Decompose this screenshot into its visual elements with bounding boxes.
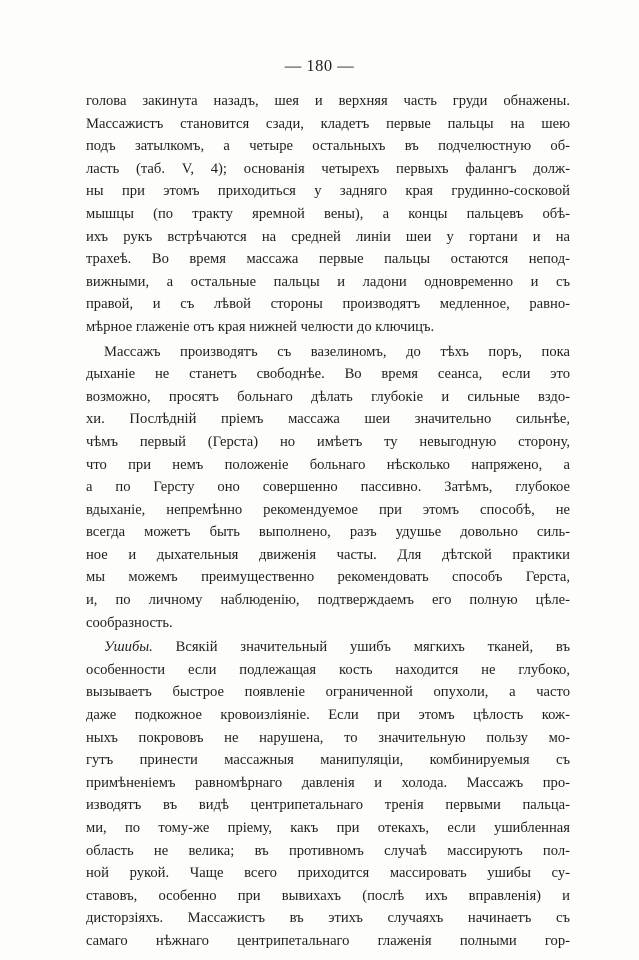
text-line: ныхъ покрововъ не нарушена, то значительную пользу мо- — [86, 729, 570, 746]
text-line: дисторзіяхъ. Массажистъ въ этихъ случаяхъ начинаетъ съ — [86, 910, 570, 927]
text-line: а по Герсту оно совершенно пассивно. Затѣмъ, глубокое — [86, 479, 570, 496]
paragraph-3 — [86, 636, 570, 952]
text-line: ной рукой. Чаще всего приходится массировать ушибы су- — [86, 865, 570, 882]
page-number: — 180 — — [284, 56, 355, 75]
text-line: ми, по тому-же пріему, какъ при отекахъ, если ушибленная — [86, 820, 570, 836]
text-line: вдыханіе, непремѣнно рекомендуемое при этомъ способѣ, не — [86, 501, 570, 518]
text-line: мѣрное глаженіе отъ края нижней челюсти до ключицъ. — [86, 318, 435, 335]
body-text — [86, 90, 570, 953]
text-line: ны при этомъ приходиться у задняго края грудинно-сосковой — [86, 183, 570, 200]
text-line: всегда можетъ быть выполнено, разъ удушье довольно силь- — [86, 524, 570, 541]
text-line — [86, 636, 570, 659]
text-line: трахеѣ. Во время массажа первые пальцы остаются непод- — [86, 251, 570, 268]
text-line: подъ затылкомъ, а четыре остальныхъ въ подчелюстную об- — [86, 138, 570, 155]
text-line: даже подкожное кровоизліяніе. Если при этомъ цѣлость кож- — [86, 707, 570, 724]
text-line: Массажъ производятъ съ вазелиномъ, до тѣхъ поръ, пока — [104, 343, 570, 360]
text-line: ставовъ, особенно при вывихахъ (послѣ ихъ вправленія) и — [86, 887, 570, 904]
text-line: самаго нѣжнаго центрипетальнаго глаженія полными гор- — [86, 932, 570, 949]
text-line: гутъ принести массажныя манипуляціи, комбинируемыя съ — [86, 752, 570, 769]
text-line-rest: Всякій значительный ушибъ мягкихъ тканей, въ — [152, 639, 570, 656]
text-line: дыханіе не станетъ свободнѣе. Во время сеанса, если это — [86, 366, 570, 383]
text-line: возможно, просятъ больнаго дѣлать глубокіе и сильные вздо- — [86, 388, 570, 405]
text-line: ласть (таб. V, 4); основанія четырехъ первыхъ фалангъ долж- — [86, 160, 570, 177]
text-line: область не велика; въ противномъ случаѣ массируютъ пол- — [86, 842, 570, 859]
text-line: сообразность. — [86, 614, 173, 631]
text-line: правой, и съ лѣвой стороны производятъ медленное, равно- — [86, 296, 570, 313]
text-line: что при немъ положеніе больнаго нѣсколько напряжено, а — [86, 456, 570, 473]
text-line: и, по личному наблюденію, подтверждаемъ его полную цѣле- — [86, 592, 570, 609]
text-line: вызываетъ быстрое появленіе ограниченной опухоли, а часто — [86, 684, 570, 701]
text-line: чѣмъ первый (Герста) но имѣетъ ту невыгодную сторону, — [86, 433, 570, 450]
text-line: ихъ рукъ встрѣчаются на средней линіи шеи у гортани и на — [86, 228, 570, 245]
text-line: голова закинута назадъ, шея и верхняя часть груди обнажены. — [86, 93, 570, 109]
paragraph-2 — [86, 341, 570, 635]
text-line: мышцы (по тракту яремной вены), а концы пальцевъ обѣ- — [86, 205, 570, 222]
text-line: изводятъ въ видѣ центрипетальнаго тренія первыми пальца- — [86, 797, 570, 814]
paragraph-1 — [86, 90, 570, 339]
text-line: примѣненіемъ равномѣрнаго давленія и холода. Массажъ про- — [86, 774, 570, 791]
text-line: мы можемъ преимущественно рекомендовать способъ Герста, — [86, 569, 570, 586]
text-line: хи. Послѣдній пріемъ массажа шеи значительно сильнѣе, — [86, 411, 570, 428]
text-line: Массажистъ становится сзади, кладетъ первые пальцы на шею — [86, 115, 570, 132]
text-line: вижными, а остальные пальцы и ладони одновременно и съ — [86, 273, 570, 290]
section-heading-inline: Ушибы. — [104, 639, 153, 656]
text-line: ное и дыхательныя движенія часты. Для дѣтской практики — [86, 546, 570, 563]
text-line: особенности если подлежащая кость находится не глубоко, — [86, 661, 570, 678]
